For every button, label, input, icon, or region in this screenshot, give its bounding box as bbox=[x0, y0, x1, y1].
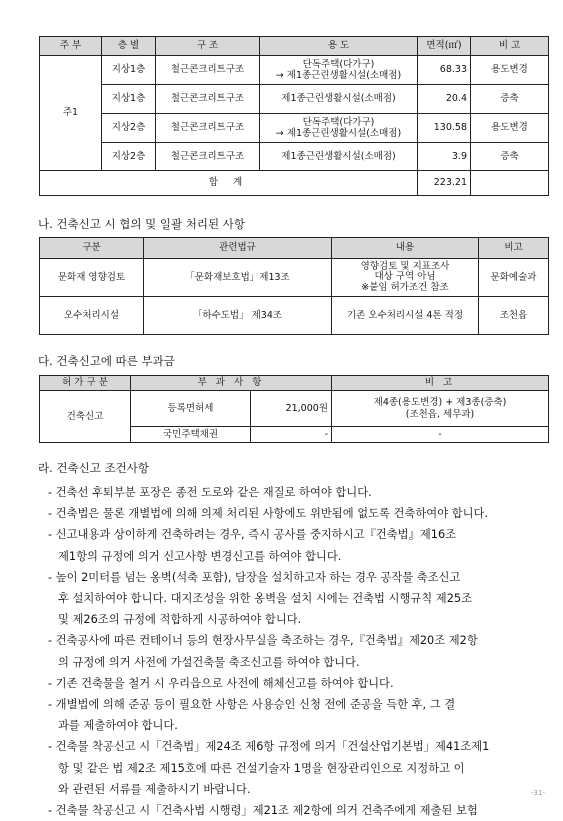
condition-line: - 개별법에 의해 준공 등이 필요한 사항은 사용승인 신청 전에 준공을 득한 후, 그 결 bbox=[48, 698, 456, 712]
floor-cell: 지상2층 bbox=[102, 143, 156, 171]
condition-line: - 건축물 착공신고 시「건축사법 시행령」제21조 제2항에 의거 건축주에게 제출된 보험 bbox=[48, 804, 478, 818]
floor-cell: 지상1층 bbox=[102, 85, 156, 114]
use-cell: 제1종근린생활시설(소매점) bbox=[260, 143, 418, 171]
area-cell: 20.4 bbox=[418, 85, 471, 114]
content-line: 대상 구역 아님 bbox=[374, 271, 436, 283]
table-header-row bbox=[40, 37, 549, 56]
table-row bbox=[40, 56, 549, 85]
content-cell bbox=[332, 259, 479, 297]
use-line: 단독주택(다가구) bbox=[302, 58, 375, 70]
table-row bbox=[40, 114, 549, 143]
content-line: 영향검토 및 지표조사 bbox=[360, 260, 450, 272]
structure-cell: 철근콘크리트구조 bbox=[156, 56, 260, 85]
note-cell bbox=[332, 391, 549, 427]
column-header: 부 과 사 항 bbox=[131, 376, 332, 391]
law-cell: 「하수도법」 제34조 bbox=[144, 297, 332, 335]
fee-table bbox=[39, 375, 549, 443]
note-cell: 증축 bbox=[471, 143, 549, 171]
structure-cell: 철근콘크리트구조 bbox=[156, 143, 260, 171]
table-header-row bbox=[40, 238, 549, 259]
column-header: 비 고 bbox=[332, 376, 549, 391]
amount-cell: 21,000원 bbox=[251, 391, 332, 427]
condition-line: - 건축선 후퇴부분 포장은 종전 도로와 같은 재질로 하여야 합니다. bbox=[48, 486, 372, 499]
table-row bbox=[40, 85, 549, 114]
column-header: 비고 bbox=[479, 238, 549, 259]
structure-cell: 철근콘크리트구조 bbox=[156, 114, 260, 143]
section-title: 다. 건축신고에 따른 부과금 bbox=[38, 354, 175, 368]
table-row bbox=[40, 297, 549, 335]
condition-line: 항 및 같은 법 제2조 제15호에 따른 건설기술자 1명을 현장관리인으로 지정하고 이 bbox=[58, 761, 465, 775]
note-cell: 증축 bbox=[471, 85, 549, 114]
category-cell: 오수처리시설 bbox=[40, 297, 144, 335]
page-number: -31- bbox=[531, 789, 545, 797]
column-header: 구 조 bbox=[156, 37, 260, 56]
law-cell: 「문화재보호법」제13조 bbox=[144, 259, 332, 297]
area-cell: 68.33 bbox=[418, 56, 471, 85]
condition-line: 과를 제출하여야 합니다. bbox=[58, 719, 178, 733]
section-title: 라. 건축신고 조건사항 bbox=[38, 461, 149, 475]
use-line: → 제1종근린생활시설(소매점) bbox=[275, 128, 402, 139]
column-header: 비 고 bbox=[471, 37, 549, 56]
conditions-list bbox=[48, 482, 550, 821]
note-cell: 문화예술과 bbox=[479, 259, 549, 297]
amount-cell: - bbox=[251, 427, 332, 443]
table-row bbox=[40, 391, 549, 427]
content-line: ※붙임 허가조건 참조 bbox=[361, 281, 449, 293]
note-cell: 용도변경 bbox=[471, 56, 549, 85]
note-line: (조천읍, 세무과) bbox=[405, 408, 475, 420]
condition-line: 와 관련된 서류를 제출하시기 바랍니다. bbox=[58, 782, 251, 796]
condition-line: 제1항의 규정에 의거 신고사항 변경신고를 하여야 합니다. bbox=[58, 549, 342, 563]
column-header: 허 가 구 분 bbox=[40, 376, 131, 391]
total-area: 223.21 bbox=[418, 171, 471, 196]
condition-line: - 기존 건축물을 철거 시 우리읍으로 사전에 해체신고를 하여야 합니다. bbox=[48, 676, 394, 690]
total-note bbox=[471, 171, 549, 196]
use-line: 단독주택(다가구) bbox=[302, 116, 375, 128]
structure-cell: 철근콘크리트구조 bbox=[156, 85, 260, 114]
area-cell: 3.9 bbox=[418, 143, 471, 171]
column-header: 내용 bbox=[332, 238, 479, 259]
table-row bbox=[40, 143, 549, 171]
column-header: 주 부 bbox=[40, 37, 102, 56]
floor-cell: 지상2층 bbox=[102, 114, 156, 143]
condition-line: - 신고내용과 상이하게 건축하려는 경우, 즉시 공사를 중지하시고『건축법』제16조 bbox=[48, 528, 457, 542]
note-line: 제4종(용도변경) + 제3종(증축) bbox=[373, 397, 507, 409]
condition-line: - 건축법은 물론 개별법에 의해 의제 처리된 사항에도 위반됨에 없도록 건축하여야 합니다. bbox=[48, 507, 489, 521]
note-cell: 용도변경 bbox=[471, 114, 549, 143]
group-label: 건축신고 bbox=[40, 391, 131, 443]
total-row bbox=[40, 171, 549, 196]
consultation-table bbox=[39, 237, 549, 335]
item-cell: 등록면허세 bbox=[131, 391, 251, 427]
use-cell bbox=[260, 114, 418, 143]
column-header: 구분 bbox=[40, 238, 144, 259]
condition-line: 의 규정에 의거 사전에 가설건축물 축조신고를 하여야 합니다. bbox=[58, 655, 360, 669]
condition-line: - 높이 2미터를 넘는 옹벽(석축 포함), 담장을 설치하고자 하는 경우 공작물 축조신고 bbox=[48, 570, 461, 584]
condition-line: - 건축공사에 따른 컨테이너 등의 현장사무실을 축조하는 경우,『건축법』제20조 제2항 bbox=[48, 634, 478, 648]
note-cell: - bbox=[332, 427, 549, 443]
group-label: 주1 bbox=[40, 56, 102, 171]
table-header-row bbox=[40, 376, 549, 391]
use-cell bbox=[260, 56, 418, 85]
total-label: 합 계 bbox=[40, 171, 418, 196]
condition-line: 후 설치하여야 합니다. 대지조성을 위한 옹벽을 설치 시에는 건축법 시행규칙 제25조 bbox=[58, 592, 473, 606]
column-header: 용 도 bbox=[260, 37, 418, 56]
content-cell: 기존 오수처리시설 4톤 적정 bbox=[332, 297, 479, 335]
column-header: 층 별 bbox=[102, 37, 156, 56]
condition-line: 및 제26조의 규정에 적합하게 시공하여야 합니다. bbox=[58, 613, 302, 627]
use-line: → 제1종근린생활시설(소매점) bbox=[275, 70, 402, 81]
note-cell: 조천읍 bbox=[479, 297, 549, 335]
use-cell: 제1종근린생활시설(소매점) bbox=[260, 85, 418, 114]
area-cell: 130.58 bbox=[418, 114, 471, 143]
item-cell: 국민주택채권 bbox=[131, 427, 251, 443]
column-header: 면적(㎡) bbox=[418, 37, 471, 56]
table-row bbox=[40, 259, 549, 297]
category-cell: 문화재 영향검토 bbox=[40, 259, 144, 297]
building-overview-table bbox=[39, 36, 549, 196]
section-title: 나. 건축신고 시 협의 및 일괄 처리된 사항 bbox=[38, 217, 245, 231]
condition-line: - 건축물 착공신고 시「건축법」제24조 제6항 규정에 의거「건설산업기본법」제41조제1 bbox=[48, 740, 490, 754]
column-header: 관련법규 bbox=[144, 238, 332, 259]
floor-cell: 지상1층 bbox=[102, 56, 156, 85]
